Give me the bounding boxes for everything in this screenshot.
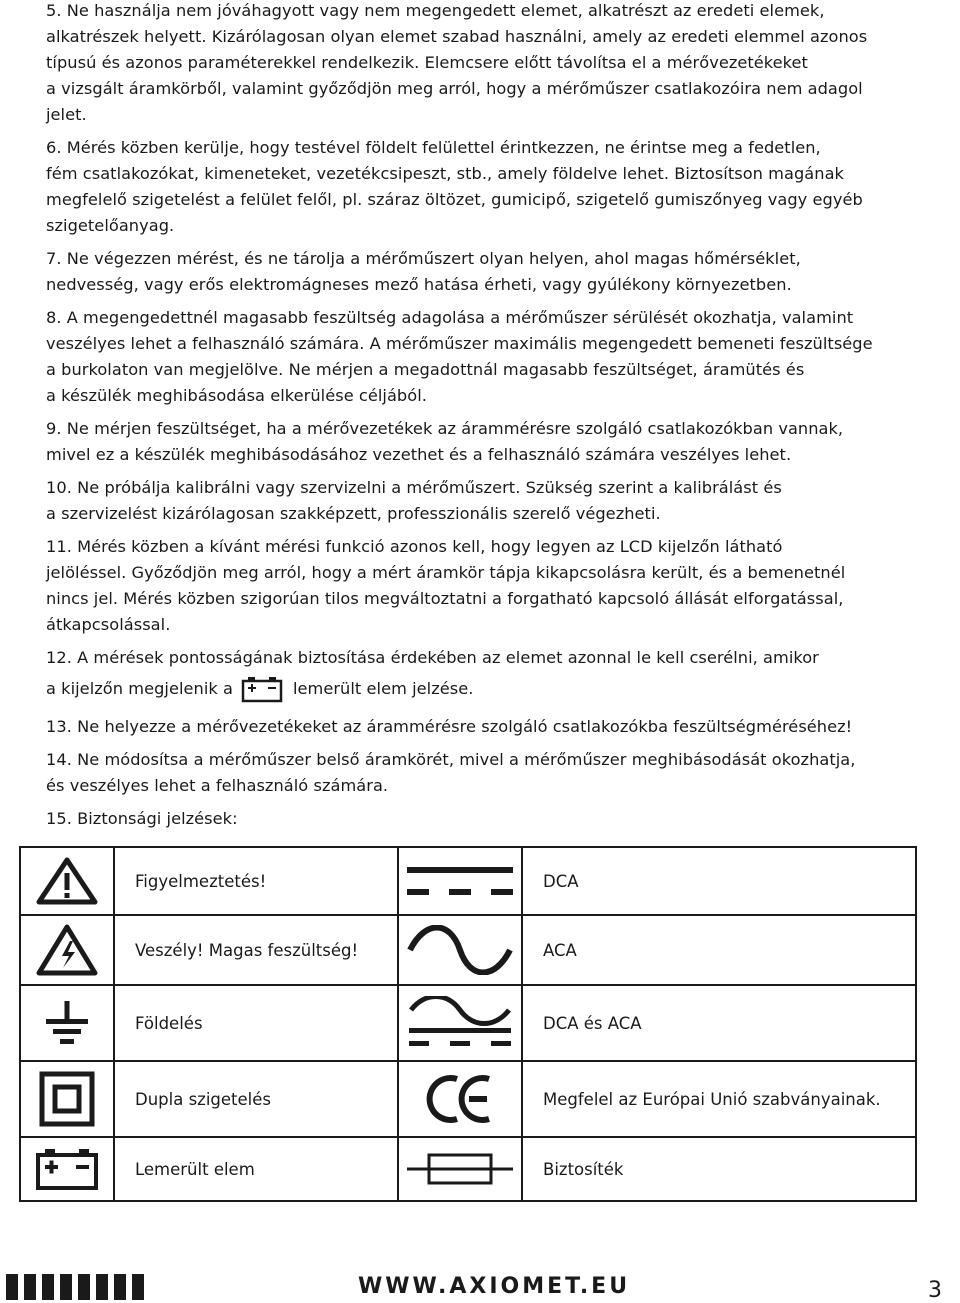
text-line: a burkolaton van megjelölve. Ne mérjen a megadottnál magasabb feszültséget, áramütés és xyxy=(46,360,805,379)
text-line: típusú és azonos paraméterekkel rendelkezik. Elemcsere előtt távolítsa el a mérővezetékeket xyxy=(46,53,808,72)
ac-dc-icon xyxy=(405,996,515,1050)
table-cell xyxy=(20,985,114,1061)
text-line: 5. Ne használja nem jóváhagyott vagy nem megengedett elemet, alkatrészt az eredeti elemek, xyxy=(46,1,825,20)
table-cell: Dupla szigetelés xyxy=(114,1061,398,1137)
text-line: és veszélyes lehet a felhasználó számára. xyxy=(46,776,389,795)
battery-low-icon xyxy=(241,675,283,703)
paragraph-6 xyxy=(46,135,916,239)
paragraph-9 xyxy=(46,416,916,468)
fuse-icon xyxy=(405,1149,515,1189)
text-line: 15. Biztonsági jelzések: xyxy=(46,809,238,828)
paragraph-5 xyxy=(46,0,916,128)
text-fragment: lemerült elem jelzése. xyxy=(292,679,474,698)
paragraph-12 xyxy=(46,645,916,707)
table-cell xyxy=(20,915,114,985)
paragraph-13 xyxy=(46,714,916,740)
text-line: nedvesség, vagy erős elektromágneses mező hatása érheti, vagy gyúlékony környezetben. xyxy=(46,275,792,294)
table-row xyxy=(20,1137,916,1201)
text-line: 12. A mérések pontosságának biztosítása érdekében az elemet azonnal le kell cserélni, amikor xyxy=(46,648,819,667)
table-cell: DCA és ACA xyxy=(522,985,916,1061)
text-line: mivel ez a készülék meghibásodásához vezethet és a felhasználó számára veszélyes lehet. xyxy=(46,445,792,464)
website-url: WWW.AXIOMET.EU xyxy=(358,1274,631,1299)
table-row xyxy=(20,915,916,985)
table-cell: Figyelmeztetés! xyxy=(114,847,398,915)
text-line: jelet. xyxy=(46,105,87,124)
table-cell xyxy=(398,985,522,1061)
text-line: 11. Mérés közben a kívánt mérési funkció azonos kell, hogy legyen az LCD kijelzőn látható xyxy=(46,537,783,556)
warning-triangle-icon xyxy=(35,856,99,906)
text-line: 7. Ne végezzen mérést, és ne tárolja a mérőműszert olyan helyen, ahol magas hőmérséklet, xyxy=(46,249,801,268)
table-cell: ACA xyxy=(522,915,916,985)
table-row xyxy=(20,985,916,1061)
text-line: alkatrészek helyett. Kizárólagosan olyan elemet szabad használni, amely az eredeti elemmel azonos xyxy=(46,27,868,46)
high-voltage-icon xyxy=(35,923,99,977)
dc-symbol-icon xyxy=(405,861,515,901)
table-cell xyxy=(20,1137,114,1201)
text-line: jelöléssel. Győződjön meg arról, hogy a mért áramkör tápja kikapcsolásra került, és a bemenetnél xyxy=(46,563,846,582)
text-line: a szervizelést kizárólagosan szakképzett, professzionális szerelő végezheti. xyxy=(46,504,661,523)
text-line: 9. Ne mérjen feszültséget, ha a mérővezetékek az árammérésre szolgáló csatlakozókban vannak, xyxy=(46,419,844,438)
text-line: szigetelőanyag. xyxy=(46,216,175,235)
text-line: 13. Ne helyezze a mérővezetékeket az árammérésre szolgáló csatlakozókba feszültségméréséhez! xyxy=(46,717,853,736)
table-cell xyxy=(20,847,114,915)
page-number: 3 xyxy=(928,1278,942,1303)
text-line-with-icon xyxy=(46,671,916,707)
text-line: nincs jel. Mérés közben szigorúan tilos megváltoztatni a forgatható kapcsoló állását elforgatással, xyxy=(46,589,844,608)
table-cell: Lemerült elem xyxy=(114,1137,398,1201)
table-cell: Biztosíték xyxy=(522,1137,916,1201)
manual-page xyxy=(46,0,916,839)
text-line: a készülék meghibásodása elkerülése céljából. xyxy=(46,386,427,405)
page-footer xyxy=(0,1262,960,1302)
paragraph-7 xyxy=(46,246,916,298)
text-line: fém csatlakozókat, kimeneteket, vezetékcsipeszt, stb., amely földelve lehet. Biztosítson magának xyxy=(46,164,844,183)
ce-mark-icon xyxy=(425,1073,495,1125)
text-fragment: a kijelzőn megjelenik a xyxy=(46,679,233,698)
text-line: 6. Mérés közben kerülje, hogy testével földelt felülettel érintkezzen, ne érintse meg a fedetlen, xyxy=(46,138,821,157)
ground-icon xyxy=(42,998,92,1048)
safety-symbols-table xyxy=(19,846,917,1202)
table-row xyxy=(20,847,916,915)
table-cell: DCA xyxy=(522,847,916,915)
paragraph-10 xyxy=(46,475,916,527)
battery-low-icon xyxy=(35,1146,99,1192)
table-cell xyxy=(20,1061,114,1137)
table-cell: Megfelel az Európai Unió szabványainak. xyxy=(522,1061,916,1137)
double-insulation-icon xyxy=(39,1071,95,1127)
table-cell xyxy=(398,1061,522,1137)
paragraph-14 xyxy=(46,747,916,799)
text-line: 14. Ne módosítsa a mérőműszer belső áramkörét, mivel a mérőműszer meghibásodását okozhatja, xyxy=(46,750,856,769)
axiomet-logo-bars xyxy=(6,1274,144,1300)
table-cell xyxy=(398,1137,522,1201)
text-line: veszélyes lehet a felhasználó számára. A mérőműszer maximális megengedett bemeneti feszültsége xyxy=(46,334,873,353)
ac-sine-icon xyxy=(405,925,515,975)
paragraph-11 xyxy=(46,534,916,638)
text-line: megfelelő szigetelést a felület felől, pl. száraz öltözet, gumicipő, szigetelő gumiszőnyeg vagy egyéb xyxy=(46,190,863,209)
table-cell: Földelés xyxy=(114,985,398,1061)
paragraph-15 xyxy=(46,806,916,832)
text-line: átkapcsolással. xyxy=(46,615,171,634)
table-cell: Veszély! Magas feszültség! xyxy=(114,915,398,985)
text-line: 10. Ne próbálja kalibrálni vagy szervizelni a mérőműszert. Szükség szerint a kalibrálást és xyxy=(46,478,782,497)
table-cell xyxy=(398,915,522,985)
table-cell xyxy=(398,847,522,915)
text-line: a vizsgált áramkörből, valamint győződjön meg arról, hogy a mérőműszer csatlakozóira nem adagol xyxy=(46,79,863,98)
table-row xyxy=(20,1061,916,1137)
paragraph-8 xyxy=(46,305,916,409)
text-line: 8. A megengedettnél magasabb feszültség adagolása a mérőműszer sérülését okozhatja, valamint xyxy=(46,308,854,327)
